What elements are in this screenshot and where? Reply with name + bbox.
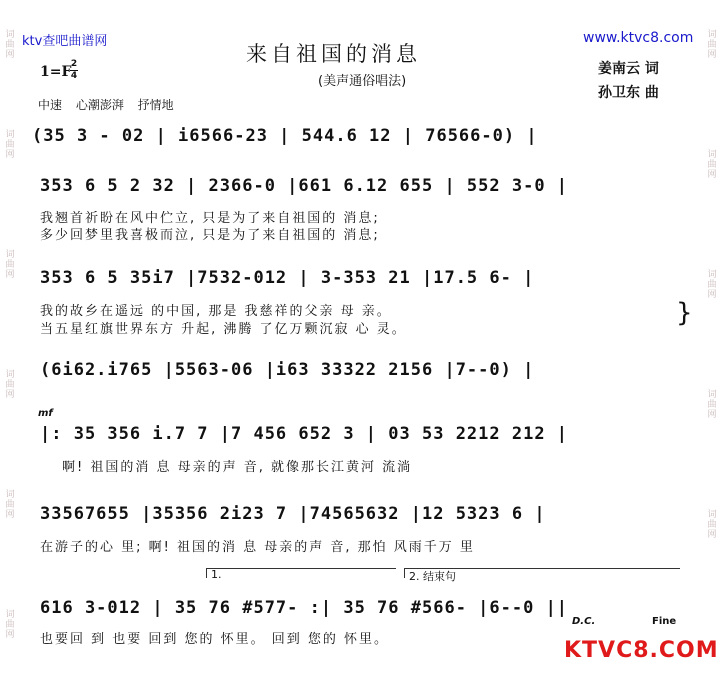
lyric-line-2-verse-2: 多少回梦里我喜极而泣, 只是为了来自祖国的 消息;	[40, 228, 380, 243]
notes-line-1: (35 3 - 02 | i6566-23 | 544.6 12 | 76566-0) |	[32, 126, 538, 146]
lyric-line-6: 在游子的心 里; 啊! 祖国的消 息 母亲的声 音, 那怕 风雨千万 里	[40, 540, 475, 555]
lyric-line-7: 也要回 到 也要 回到 您的 怀里。 回到 您的 怀里。	[40, 632, 390, 647]
notes-line-7: 616 3-012 | 35 76 #577- :| 35 76 #566- |6--0 ||	[40, 598, 569, 618]
composer-credit: 孙卫东 曲	[598, 85, 659, 101]
notes-line-6: 33567655 |35356 2i23 7 |74565632 |12 5323 6 |	[40, 504, 546, 524]
ktvc8-logo: KTVC8.COM	[564, 638, 719, 663]
watermark-right-4: 词曲网	[707, 390, 717, 420]
watermark-right-5: 词曲网	[707, 510, 717, 540]
watermark-left-5: 词曲网	[5, 490, 15, 520]
lyric-line-3-verse-2: 当五星红旗世界东方 升起, 沸腾 了亿万颗沉寂 心 灵。	[40, 322, 407, 337]
watermark-left-6: 词曲网	[5, 610, 15, 640]
watermark-left-4: 词曲网	[5, 370, 15, 400]
watermark-left-3: 词曲网	[5, 250, 15, 280]
dc-marking: D.C.	[572, 616, 596, 627]
time-signature	[70, 60, 78, 81]
lyric-line-2-verse-1: 我翘首祈盼在风中伫立, 只是为了来自祖国的 消息;	[40, 211, 380, 226]
watermark-left-2: 词曲网	[5, 130, 15, 160]
fine-marking: Fine	[652, 616, 677, 627]
verse-brace: }	[676, 298, 693, 328]
key-signature: 1=F	[40, 64, 72, 80]
volta-2: 2. 结束句	[404, 568, 680, 578]
watermark-left-1: 词曲网	[5, 30, 15, 60]
tempo-marking: 中速 心潮澎湃 抒情地	[38, 98, 174, 112]
song-subtitle: (美声通俗唱法)	[318, 74, 407, 89]
lyric-line-5: 啊! 祖国的消 息 母亲的声 音, 就像那长江黄河 流淌	[62, 460, 413, 475]
time-sig-top: 2	[70, 59, 78, 69]
site-name-left[interactable]: ktv查吧曲谱网	[22, 34, 108, 49]
dynamic-marking: mf	[38, 408, 53, 419]
lyricist-credit: 姜南云 词	[598, 61, 659, 77]
lyric-line-3-verse-1: 我的故乡在遥远 的中国, 那是 我慈祥的父亲 母 亲。	[40, 304, 392, 319]
notes-line-3: 353 6 5 35i7 |7532-012 | 3-353 21 |17.5 6- |	[40, 268, 535, 288]
notes-line-5: |: 35 356 i.7 7 |7 456 652 3 | 03 53 2212 212 |	[40, 424, 569, 444]
watermark-right-3: 词曲网	[707, 270, 717, 300]
watermark-right-1: 词曲网	[707, 30, 717, 60]
notes-line-4: (6i62.i765 |5563-06 |i63 33322 2156 |7--0) |	[40, 360, 535, 380]
notes-line-2: 353 6 5 2 32 | 2366-0 |661 6.12 655 | 552 3-0 |	[40, 176, 569, 196]
watermark-right-2: 词曲网	[707, 150, 717, 180]
site-url-right[interactable]: www.ktvc8.com	[583, 30, 694, 46]
volta-1: 1.	[206, 568, 396, 578]
time-sig-bottom: 4	[70, 71, 78, 81]
song-title: 来自祖国的消息	[246, 42, 421, 66]
